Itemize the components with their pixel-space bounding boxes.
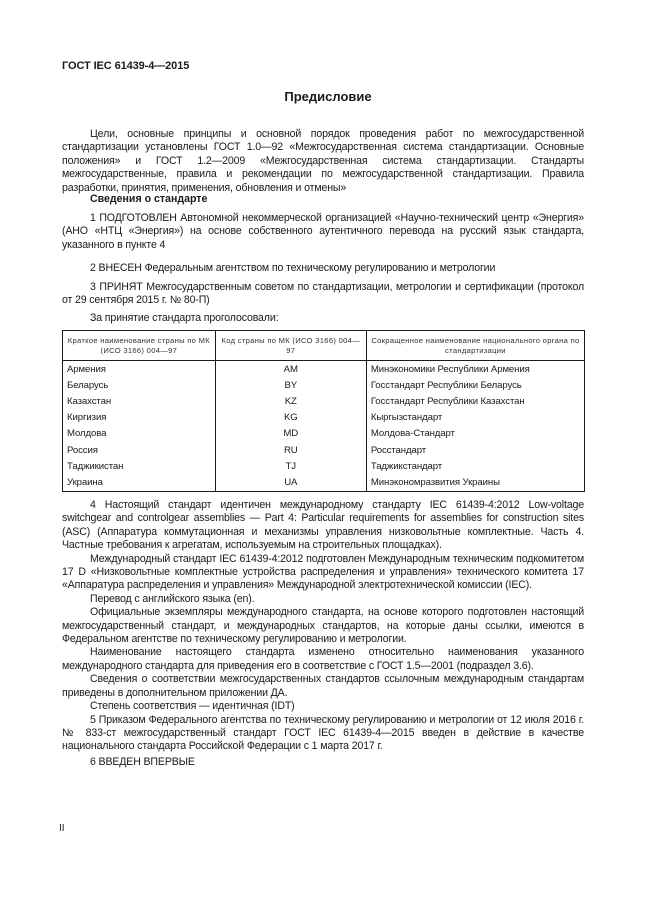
item-2 — [62, 262, 584, 275]
item-4-p3: Перевод с английского языка (en). — [90, 592, 255, 605]
item-3-text: 3 ПРИНЯТ Межгосударственным советом по стандартизации, метрологии и сертификации (протокол от 29 сентября 2015 г. № 80-П) — [62, 281, 584, 307]
item-1 — [62, 212, 584, 252]
intro-text: Цели, основные принципы и основной порядок проведения работ по межгосударственной стандартизации установлены ГОСТ 1.0—92 «Межгосударственная система стандартизации. Основные положения» и ГОСТ 1.2—2009 «Межгосударственная система стандартизации. Стандарты межгосударственные, правила и рекомендации по межгосударственной стандартизации. Правила разработки, принятия, применения, обновления и отмены» — [62, 128, 584, 194]
cell-body: Росстандарт — [366, 442, 584, 458]
page-number: II — [59, 823, 65, 834]
cell-body: Кыргызстандарт — [366, 410, 584, 426]
cell-code: UA — [215, 474, 366, 491]
item-4-p6: Сведения о соответствии межгосударственных стандартов ссылочным международным стандартам приведены в дополнительном приложении ДА. — [62, 673, 584, 699]
cell-country: Армения — [67, 363, 106, 375]
item-4-block — [62, 499, 584, 754]
item-2-text: 2 ВНЕСЕН Федеральным агентством по техническому регулированию и метрологии — [90, 262, 496, 274]
item-5-text: 5 Приказом Федерального агентства по техническому регулированию и метрологии от 12 июля 2016 г. № 833-ст межгосударственный стандарт ГОСТ IEC 61439-4—2015 введен в действие в качестве национального стандарта Российской Федерации с 1 марта 2017 г. — [62, 713, 584, 753]
cell-code: RU — [215, 442, 366, 458]
cell-body: Минэкономики Республики Армения — [366, 361, 584, 378]
header-country-name: Краткое наименование страны по МК (ИСО 3166) 004—97 — [63, 331, 216, 361]
cell-body: Молдова-Стандарт — [366, 426, 584, 442]
cell-country: Таджикистан — [67, 460, 124, 472]
cell-country: Беларусь — [67, 379, 109, 391]
table-row — [63, 442, 585, 458]
item-4-p4: Официальные экземпляры международного стандарта, на основе которого подготовлен настоящий межгосударственный стандарт, и международных стандартов, на которые даны ссылки, имеются в Федеральном агентстве по техническому регулированию и метрологии. — [62, 606, 584, 646]
item-6-text: 6 ВВЕДЕН ВПЕРВЫЕ — [90, 756, 195, 768]
cell-country: Украина — [67, 476, 103, 488]
table-row — [63, 393, 585, 409]
cell-code: BY — [215, 377, 366, 393]
cell-body: Госстандарт Республики Беларусь — [366, 377, 584, 393]
table-row — [63, 410, 585, 426]
table-row — [63, 361, 585, 378]
vote-intro-text: За принятие стандарта проголосовали: — [90, 312, 279, 324]
table-row — [63, 377, 585, 393]
page-title: Предисловие — [284, 89, 372, 104]
voting-countries-table — [62, 330, 585, 492]
table-row — [63, 426, 585, 442]
cell-country: Молдова — [67, 428, 107, 440]
vote-intro — [62, 312, 584, 325]
cell-body: Таджикстандарт — [366, 458, 584, 474]
header-standards-body: Сокращенное наименование национального органа по стандартизации — [366, 331, 584, 361]
cell-code: KZ — [215, 393, 366, 409]
intro-paragraph — [62, 128, 584, 195]
table-row — [63, 474, 585, 491]
cell-country: Казахстан — [67, 395, 112, 407]
cell-code: TJ — [215, 458, 366, 474]
item-4-p2: Международный стандарт IEC 61439-4:2012 подготовлен Международным техническим подкомитетом 17 D «Низковольтные комплектные устройства распределения и управления» технического комитета 17 «Аппаратура распределения и управления» Международной электротехнической комиссии (IEC). — [62, 552, 584, 592]
cell-code: AM — [215, 361, 366, 378]
cell-body: Госстандарт Республики Казахстан — [366, 393, 584, 409]
section-heading: Сведения о стандарте — [90, 193, 208, 205]
item-6 — [62, 756, 584, 769]
cell-country: Киргизия — [67, 412, 107, 424]
header-country-code: Код страны по МК (ИСО 3166) 004—97 — [215, 331, 366, 361]
item-4-p5: Наименование настоящего стандарта изменено относительно наименования указанного международного стандарта для приведения его в соответствие с ГОСТ 1.5—2001 (подраздел 3.6). — [62, 646, 584, 672]
cell-country: Россия — [67, 444, 98, 456]
item-4-p7: Степень соответствия — идентичная (IDT) — [90, 700, 295, 713]
page-header: ГОСТ IEC 61439-4—2015 — [62, 60, 190, 72]
table-header-row — [63, 331, 585, 361]
cell-code: KG — [215, 410, 366, 426]
table-row — [63, 458, 585, 474]
item-1-text: 1 ПОДГОТОВЛЕН Автономной некоммерческой организацией «Научно-технический центр «Энергия» (АНО «НТЦ «Энергия») на основе собственного аутентичного перевода на русский язык стандарта, указанного в пункте 4 — [62, 212, 584, 251]
item-4-p1: 4 Настоящий стандарт идентичен международному стандарту IEC 61439-4:2012 Low-voltage switchgear and controlgear assemblies — Part 4: Particular requirements for assemblies for construction sites (ASC) (Аппаратура коммутационная и механизмы управления низковольтные комплектные. Часть 4. Частные требования к агрегатам, используемым на строительных площадках). — [62, 499, 584, 552]
cell-code: MD — [215, 426, 366, 442]
cell-body: Минэкономразвития Украины — [366, 474, 584, 491]
item-3 — [62, 281, 584, 308]
